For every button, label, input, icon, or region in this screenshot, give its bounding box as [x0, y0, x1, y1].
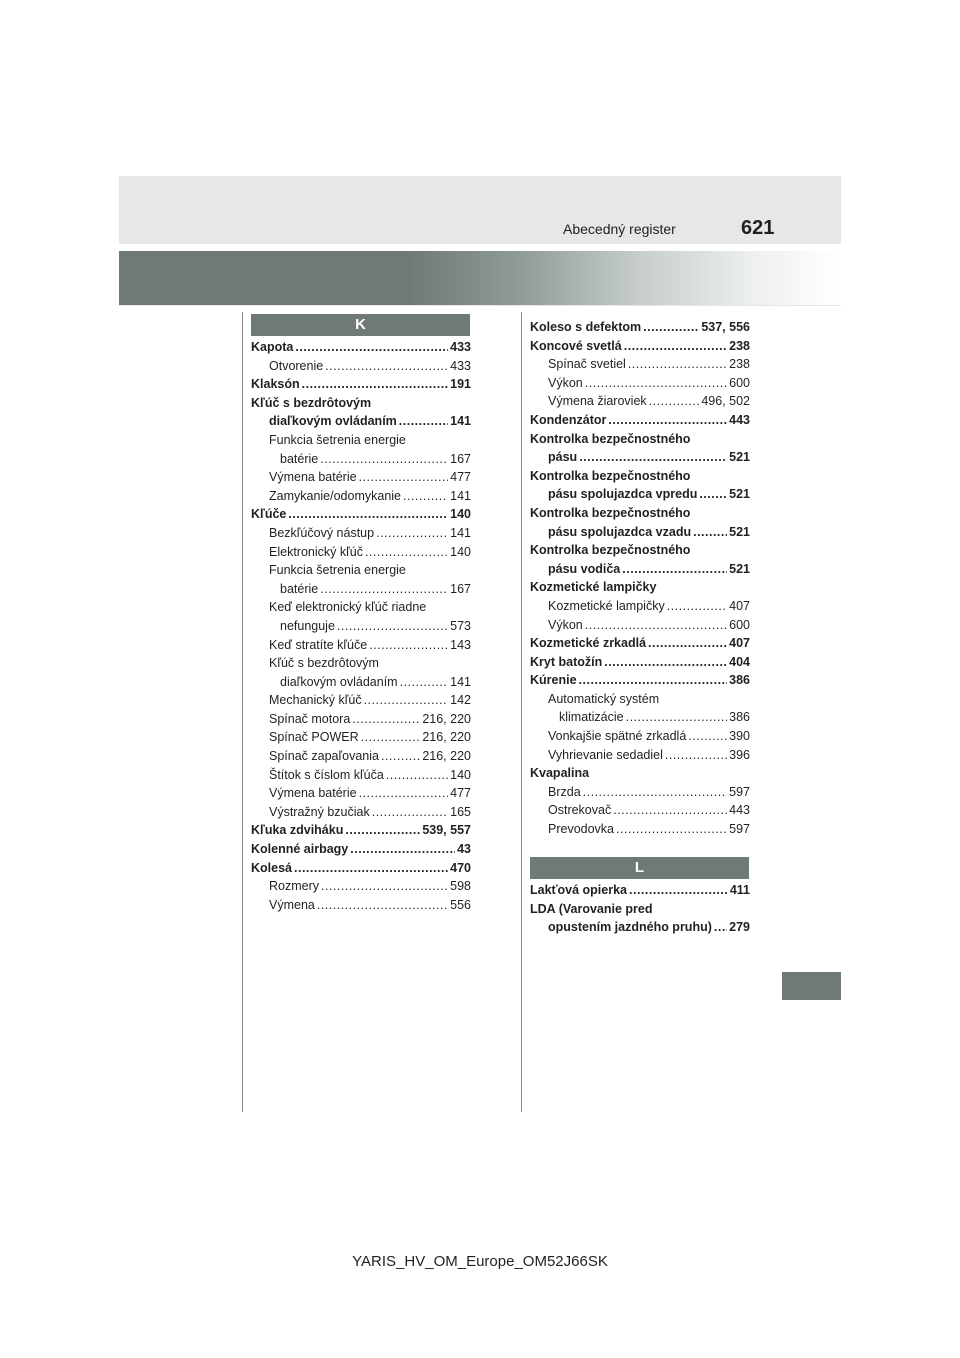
- entry-page: 470: [450, 860, 471, 875]
- entry-page: 433: [450, 340, 471, 354]
- entry-page: 597: [729, 784, 750, 799]
- entry-label: Kľúč s bezdrôtovým: [269, 656, 379, 671]
- dot-leader: [688, 727, 727, 746]
- entry-label: diaľkovým ovládaním: [269, 414, 397, 429]
- dot-leader: [714, 918, 727, 937]
- entry-label: Kozmetické zrkadlá: [530, 636, 647, 651]
- dot-leader: [321, 877, 448, 896]
- index-entry: [530, 900, 750, 919]
- entry-label: Kozmetické lampičky: [530, 580, 657, 595]
- entry-label: pásu spolujazdca vzadu: [548, 524, 692, 539]
- dot-leader: [369, 636, 448, 655]
- entry-label: Kúrenie: [530, 673, 577, 688]
- entry-page: 600: [729, 375, 750, 390]
- dot-leader: [337, 617, 448, 636]
- entry-label: Kondenzátor: [530, 412, 607, 427]
- index-entry: [251, 654, 471, 673]
- entry-label: batérie: [280, 581, 319, 596]
- index-entry: [251, 821, 471, 840]
- entry-page: 386: [729, 710, 750, 725]
- dot-leader: [359, 468, 449, 487]
- entry-label: klimatizácie: [559, 710, 624, 725]
- entry-page: 407: [729, 636, 750, 651]
- entry-label: Kontrolka bezpečnostného: [530, 543, 691, 558]
- entry-label: diaľkovým ovládaním: [280, 674, 398, 689]
- index-entry: [530, 708, 750, 727]
- index-entry: [530, 318, 750, 337]
- entry-label: opustením jazdného pruhu): [548, 920, 712, 935]
- entry-page: 600: [729, 617, 750, 632]
- divider: [119, 305, 841, 306]
- index-entry: [251, 747, 471, 766]
- dot-leader: [359, 784, 449, 803]
- section-header-k: K: [251, 314, 470, 336]
- dot-leader: [613, 801, 727, 820]
- entry-label: Keď stratíte kľúče: [269, 637, 368, 652]
- index-entry: [530, 448, 750, 467]
- entry-page: 411: [729, 883, 750, 897]
- entry-page: 140: [450, 544, 471, 559]
- entry-page: 43: [457, 842, 471, 857]
- index-entry: [251, 598, 471, 617]
- index-entry: [530, 430, 750, 449]
- index-entry: [251, 580, 471, 599]
- dot-leader: [376, 524, 448, 543]
- entry-label: Kľúč s bezdrôtovým: [251, 395, 372, 410]
- dot-leader: [579, 448, 727, 467]
- dot-leader: [400, 673, 449, 692]
- entry-page: 407: [729, 598, 750, 613]
- entry-page: 140: [450, 507, 471, 522]
- dot-leader: [320, 580, 448, 599]
- entry-page: 537, 556: [701, 320, 750, 334]
- index-entry: [530, 881, 750, 900]
- index-entry: [530, 653, 750, 672]
- dot-leader: [372, 803, 448, 822]
- entry-page: 238: [729, 338, 750, 353]
- index-entry: [530, 783, 750, 802]
- entry-page: 141: [450, 674, 471, 689]
- index-entry: [530, 597, 750, 616]
- dot-leader: [699, 485, 727, 504]
- entry-page: 142: [450, 693, 471, 708]
- entry-page: 141: [450, 525, 471, 540]
- index-entry: [251, 859, 471, 878]
- entry-page: 521: [729, 487, 750, 502]
- header-title: Abecedný register: [563, 221, 676, 237]
- dot-leader: [302, 375, 449, 394]
- entry-page: 167: [450, 451, 471, 466]
- index-entry: [251, 394, 471, 413]
- index-entry: [530, 801, 750, 820]
- entry-page: 141: [450, 414, 471, 429]
- entry-label: batérie: [280, 451, 319, 466]
- dot-leader: [365, 543, 448, 562]
- entry-page: 238: [729, 357, 750, 372]
- entry-label: Spínač motora: [269, 711, 351, 726]
- entry-page: 556: [450, 897, 471, 912]
- entry-page: 521: [729, 561, 750, 576]
- entry-page: 598: [450, 879, 471, 894]
- entry-label: Funkcia šetrenia energie: [269, 432, 406, 447]
- dot-leader: [693, 523, 727, 542]
- index-entry: [530, 523, 750, 542]
- entry-page: 496, 502: [701, 394, 750, 409]
- dot-leader: [585, 374, 727, 393]
- index-entry: [530, 392, 750, 411]
- index-entry: [530, 541, 750, 560]
- dot-leader: [320, 450, 448, 469]
- entry-label: Koncové svetlá: [530, 338, 622, 353]
- dot-leader: [667, 597, 727, 616]
- entry-label: Výstražný bzučiak: [269, 804, 370, 819]
- dot-leader: [649, 392, 700, 411]
- entry-label: pásu: [548, 450, 578, 465]
- index-entry: [530, 504, 750, 523]
- entry-label: Štítok s číslom kľúča: [269, 767, 384, 782]
- index-entry: [530, 671, 750, 690]
- index-entry: [530, 467, 750, 486]
- entry-label: Mechanický kľúč: [269, 693, 362, 708]
- index-column-right-k: [530, 318, 750, 839]
- entry-page: 477: [450, 786, 471, 801]
- entry-label: Bezkľúčový nástup: [269, 525, 375, 540]
- entry-label: Výmena: [269, 897, 315, 912]
- entry-label: Klaksón: [251, 377, 300, 392]
- left-rule: [242, 312, 243, 1112]
- entry-label: pásu vodiča: [548, 561, 621, 576]
- index-entry: [251, 338, 471, 357]
- entry-label: Funkcia šetrenia energie: [269, 563, 406, 578]
- dot-leader: [665, 746, 727, 765]
- entry-page: 539, 557: [422, 823, 471, 838]
- dot-leader: [648, 634, 727, 653]
- index-entry: [530, 616, 750, 635]
- index-entry: [251, 673, 471, 692]
- entry-page: 141: [450, 488, 471, 503]
- entry-label: Výmena žiaroviek: [548, 394, 647, 409]
- header-bar: [119, 176, 841, 244]
- entry-page: 433: [450, 358, 471, 373]
- index-entry: [530, 746, 750, 765]
- dot-leader: [399, 412, 448, 431]
- dot-leader: [608, 411, 727, 430]
- dot-leader: [361, 728, 421, 747]
- entry-page: 140: [450, 767, 471, 782]
- index-entry: [251, 766, 471, 785]
- entry-page: 443: [729, 803, 750, 818]
- entry-label: Spínač svetiel: [548, 357, 626, 372]
- dot-leader: [585, 616, 727, 635]
- index-entry: [251, 487, 471, 506]
- entry-label: Koleso s defektom: [530, 320, 642, 334]
- entry-page: 443: [729, 412, 750, 427]
- entry-label: Kvapalina: [530, 766, 590, 781]
- entry-page: 165: [450, 804, 471, 819]
- dot-leader: [325, 357, 448, 376]
- index-entry: [530, 374, 750, 393]
- index-entry: [251, 840, 471, 859]
- entry-label: Zamykanie/odomykanie: [269, 488, 402, 503]
- index-entry: [530, 918, 750, 937]
- dot-leader: [352, 710, 420, 729]
- entry-label: Kryt batožín: [530, 654, 603, 669]
- index-entry: [251, 524, 471, 543]
- index-entry: [251, 505, 471, 524]
- entry-label: Výmena batérie: [269, 786, 357, 801]
- index-entry: [251, 877, 471, 896]
- index-entry: [530, 485, 750, 504]
- dot-leader: [622, 560, 727, 579]
- index-entry: [251, 375, 471, 394]
- entry-page: 573: [450, 618, 471, 633]
- entry-page: 143: [450, 637, 471, 652]
- entry-label: Kľuka zdviháku: [251, 823, 344, 838]
- index-entry: [251, 412, 471, 431]
- page-number: 621: [741, 217, 775, 239]
- entry-label: Lakťová opierka: [530, 883, 628, 897]
- entry-label: Elektronický kľúč: [269, 544, 363, 559]
- index-column-left: [251, 338, 471, 914]
- index-entry: [530, 634, 750, 653]
- entry-label: nefunguje: [280, 618, 335, 633]
- index-entry: [530, 578, 750, 597]
- entry-label: Kontrolka bezpečnostného: [530, 431, 691, 446]
- entry-label: Vonkajšie spätné zrkadlá: [548, 729, 687, 744]
- entry-label: LDA (Varovanie pred: [530, 901, 653, 916]
- footer-doc-id: YARIS_HV_OM_Europe_OM52J66SK: [352, 1253, 608, 1270]
- dot-leader: [345, 821, 420, 840]
- entry-page: 216, 220: [422, 749, 471, 764]
- dot-leader: [381, 747, 420, 766]
- entry-page: 386: [729, 673, 750, 688]
- dot-leader: [317, 896, 448, 915]
- dot-leader: [350, 840, 455, 859]
- entry-page: 167: [450, 581, 471, 596]
- index-entry: [530, 355, 750, 374]
- index-entry: [251, 450, 471, 469]
- dot-leader: [403, 487, 448, 506]
- dot-leader: [295, 338, 448, 357]
- index-entry: [530, 764, 750, 783]
- entry-page: 279: [729, 920, 750, 935]
- index-entry: [251, 710, 471, 729]
- entry-label: Kapota: [251, 340, 294, 354]
- entry-label: pásu spolujazdca vpredu: [548, 487, 698, 502]
- entry-label: Brzda: [548, 784, 581, 799]
- index-column-right-l: [530, 881, 750, 937]
- index-entry: [530, 560, 750, 579]
- index-entry: [251, 636, 471, 655]
- entry-page: 390: [729, 729, 750, 744]
- index-entry: [530, 337, 750, 356]
- entry-label: Kontrolka bezpečnostného: [530, 468, 691, 483]
- dot-leader: [583, 783, 727, 802]
- entry-label: Výkon: [548, 617, 583, 632]
- dot-leader: [364, 691, 449, 710]
- index-entry: [530, 690, 750, 709]
- dot-leader: [579, 671, 728, 690]
- entry-page: 396: [729, 747, 750, 762]
- entry-label: Spínač zapaľovania: [269, 749, 379, 764]
- dot-leader: [626, 708, 728, 727]
- index-entry: [251, 431, 471, 450]
- index-entry: [251, 468, 471, 487]
- dot-leader: [616, 820, 727, 839]
- index-entry: [530, 820, 750, 839]
- dot-leader: [643, 318, 699, 337]
- dot-leader: [604, 653, 727, 672]
- index-entry: [251, 357, 471, 376]
- index-entry: [251, 896, 471, 915]
- entry-page: 191: [450, 377, 471, 392]
- entry-label: Kontrolka bezpečnostného: [530, 505, 691, 520]
- index-entry: [251, 617, 471, 636]
- entry-label: Rozmery: [269, 879, 320, 894]
- index-entry: [251, 543, 471, 562]
- decorative-band: [119, 251, 841, 305]
- index-entry: [251, 803, 471, 822]
- dot-leader: [624, 337, 727, 356]
- index-entry: [251, 728, 471, 747]
- entry-page: 216, 220: [422, 730, 471, 745]
- center-rule: [521, 312, 522, 1112]
- entry-label: Vyhrievanie sedadiel: [548, 747, 663, 762]
- entry-label: Keď elektronický kľúč riadne: [269, 600, 427, 615]
- entry-page: 521: [729, 524, 750, 539]
- dot-leader: [386, 766, 448, 785]
- index-entry: [530, 411, 750, 430]
- entry-label: Kozmetické lampičky: [548, 598, 665, 613]
- entry-label: Automatický systém: [548, 691, 660, 706]
- entry-label: Kľúče: [251, 507, 287, 522]
- entry-page: 477: [450, 470, 471, 485]
- entry-page: 597: [729, 822, 750, 837]
- index-entry: [251, 784, 471, 803]
- entry-label: Spínač POWER: [269, 730, 359, 745]
- entry-page: 216, 220: [422, 711, 471, 726]
- entry-page: 404: [729, 654, 750, 669]
- thumb-index-tab: [782, 972, 841, 1000]
- index-entry: [251, 691, 471, 710]
- index-entry: [530, 727, 750, 746]
- index-entry: [251, 561, 471, 580]
- dot-leader: [288, 505, 448, 524]
- dot-leader: [629, 881, 728, 900]
- section-header-l: L: [530, 857, 749, 879]
- entry-label: Výkon: [548, 375, 583, 390]
- entry-label: Výmena batérie: [269, 470, 357, 485]
- entry-label: Kolesá: [251, 860, 292, 875]
- dot-leader: [628, 355, 727, 374]
- entry-label: Otvorenie: [269, 358, 324, 373]
- entry-label: Prevodovka: [548, 822, 615, 837]
- dot-leader: [294, 859, 448, 878]
- entry-label: Ostrekovač: [548, 803, 612, 818]
- entry-label: Kolenné airbagy: [251, 842, 349, 857]
- entry-page: 521: [729, 450, 750, 465]
